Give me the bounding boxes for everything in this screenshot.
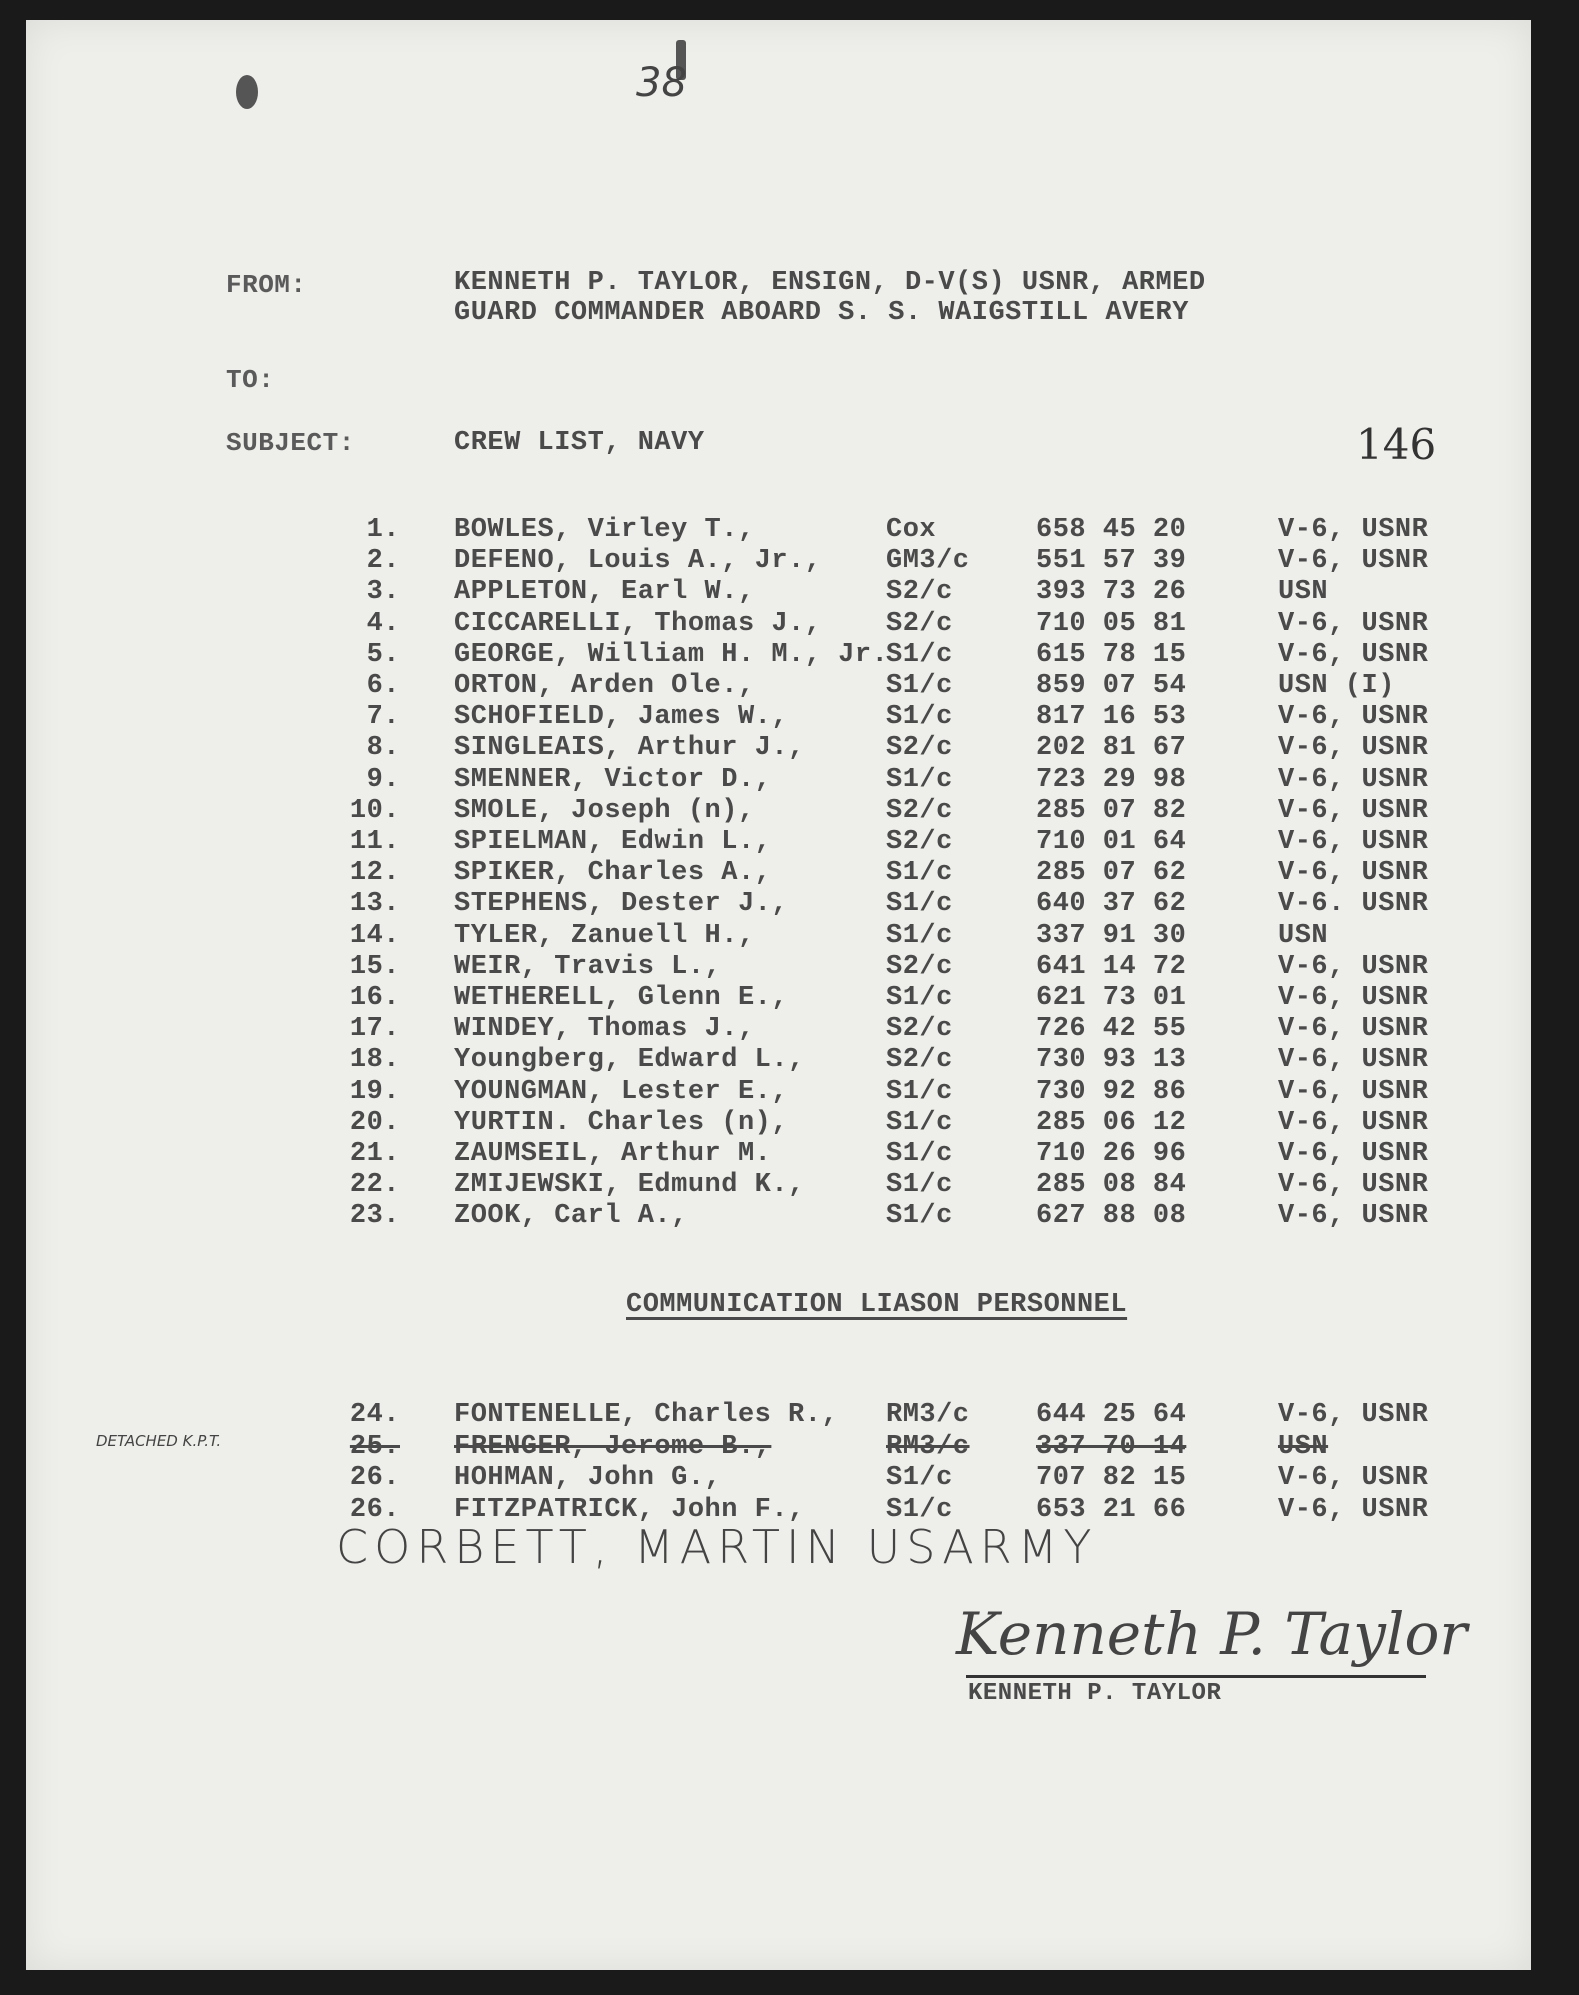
crew-rating: S1/c (886, 889, 953, 920)
from-line-2: GUARD COMMANDER ABOARD S. S. WAIGSTILL AVERY (454, 298, 1189, 328)
crew-name: SPIKER, Charles A., (454, 858, 772, 889)
crew-name: WETHERELL, Glenn E., (454, 983, 789, 1013)
crew-service-number: 627 88 08 (1036, 1201, 1187, 1232)
crew-branch: V-6, USNR (1278, 1170, 1429, 1201)
crew-branch: V-6, USNR (1278, 1139, 1429, 1169)
page-number-top: 38 (636, 60, 687, 106)
crew-branch: V-6, USNR (1278, 608, 1429, 639)
crew-rating: S2/c (886, 795, 953, 826)
crew-rating: S1/c (886, 1076, 953, 1107)
crew-branch: USN (1278, 1431, 1329, 1462)
from-label: FROM: (226, 270, 307, 300)
crew-name: SPIELMAN, Edwin L., (454, 827, 772, 857)
crew-rating: GM3/c (886, 546, 970, 577)
crew-name: WINDEY, Thomas J., (454, 1014, 755, 1045)
crew-number: 17. (349, 1014, 400, 1045)
crew-number: 20. (349, 1107, 400, 1138)
crew-service-number: 730 92 86 (1036, 1076, 1187, 1107)
crew-branch: V-6, USNR (1278, 702, 1429, 733)
crew-service-number: 710 05 81 (1036, 608, 1187, 639)
crew-branch: V-6, USNR (1278, 1045, 1429, 1076)
crew-rating: S1/c (886, 639, 953, 670)
crew-number: 13. (349, 889, 400, 920)
handwritten-addition: CORBETT, MARTIN USARMY (336, 1520, 1098, 1574)
crew-service-number: 285 06 12 (1036, 1107, 1187, 1138)
hole-punch-mark (236, 75, 258, 109)
crew-rating: S1/c (886, 1107, 953, 1138)
crew-rating: S1/c (886, 858, 953, 889)
crew-rating: S1/c (886, 764, 953, 795)
crew-number: 12. (349, 858, 400, 889)
crew-number: 19. (349, 1076, 400, 1107)
crew-number: 16. (349, 983, 400, 1013)
crew-service-number: 393 73 26 (1036, 577, 1187, 608)
crew-service-number: 337 91 30 (1036, 920, 1187, 951)
crew-rating: S1/c (886, 1463, 953, 1493)
crew-name: CICCARELLI, Thomas J., (454, 608, 822, 639)
crew-rating: S1/c (886, 1170, 953, 1201)
crew-service-number: 615 78 15 (1036, 639, 1187, 670)
crew-branch: V-6, USNR (1278, 1014, 1429, 1045)
document-page (26, 20, 1531, 1970)
crew-name: DEFENO, Louis A., Jr., (454, 546, 822, 577)
crew-name: Youngberg, Edward L., (454, 1045, 805, 1076)
crew-number: 21. (349, 1139, 400, 1169)
crew-rating: S2/c (886, 951, 953, 982)
crew-branch: V-6, USNR (1278, 951, 1429, 982)
crew-service-number: 658 45 20 (1036, 515, 1187, 545)
crew-name: HOHMAN, John G., (454, 1463, 722, 1493)
crew-branch: V-6. USNR (1278, 889, 1429, 920)
crew-name: SMENNER, Victor D., (454, 764, 772, 795)
crew-rating: S2/c (886, 1045, 953, 1076)
crew-service-number: 640 37 62 (1036, 889, 1187, 920)
crew-number: 14. (349, 920, 400, 951)
crew-service-number: 621 73 01 (1036, 983, 1187, 1013)
crew-service-number: 551 57 39 (1036, 546, 1187, 577)
crew-rating: S2/c (886, 827, 953, 857)
crew-branch: V-6, USNR (1278, 795, 1429, 826)
crew-name: ZOOK, Carl A., (454, 1201, 688, 1232)
crew-number: 2. (366, 546, 400, 577)
crew-number: 3. (366, 577, 400, 608)
crew-number: 4. (366, 608, 400, 639)
crew-service-number: 337 70 14 (1036, 1431, 1187, 1462)
page-number-right: 146 (1356, 420, 1437, 469)
crew-name: TYLER, Zanuell H., (454, 920, 755, 951)
crew-name: FONTENELLE, Charles R., (454, 1400, 839, 1430)
crew-number: 15. (349, 951, 400, 982)
crew-service-number: 285 07 82 (1036, 795, 1187, 826)
crew-service-number: 710 01 64 (1036, 827, 1187, 857)
crew-branch: V-6, USNR (1278, 1107, 1429, 1138)
crew-name: FITZPATRICK, John F., (454, 1494, 805, 1525)
crew-branch: V-6, USNR (1278, 827, 1429, 857)
crew-rating: S1/c (886, 702, 953, 733)
crew-name: YOUNGMAN, Lester E., (454, 1076, 789, 1107)
crew-number: 11. (349, 827, 400, 857)
crew-branch: V-6, USNR (1278, 764, 1429, 795)
crew-rating: Cox (886, 515, 937, 545)
signature-typed-name: KENNETH P. TAYLOR (968, 1680, 1222, 1707)
section-title: COMMUNICATION LIASON PERSONNEL (626, 1290, 1128, 1320)
crew-rating: S1/c (886, 1494, 953, 1525)
crew-number: 9. (366, 764, 400, 795)
crew-service-number: 710 26 96 (1036, 1139, 1187, 1169)
crew-number: 26. (349, 1463, 400, 1493)
crew-name: ZAUMSEIL, Arthur M. (454, 1139, 772, 1169)
crew-number: 10. (349, 795, 400, 826)
crew-branch: V-6, USNR (1278, 515, 1429, 545)
crew-name: WEIR, Travis L., (454, 951, 722, 982)
crew-name: SINGLEAIS, Arthur J., (454, 733, 805, 764)
from-line-1: KENNETH P. TAYLOR, ENSIGN, D-V(S) USNR, ARMED (454, 268, 1206, 298)
crew-rating: S2/c (886, 733, 953, 764)
crew-rating: S1/c (886, 671, 953, 701)
crew-rating: S2/c (886, 577, 953, 608)
crew-service-number: 285 08 84 (1036, 1170, 1187, 1201)
crew-rating: S2/c (886, 1014, 953, 1045)
signature: Kenneth P. Taylor (956, 1600, 1468, 1668)
crew-branch: V-6, USNR (1278, 1201, 1429, 1232)
crew-service-number: 202 81 67 (1036, 733, 1187, 764)
crew-service-number: 726 42 55 (1036, 1014, 1187, 1045)
crew-name: YURTIN. Charles (n), (454, 1107, 789, 1138)
crew-number: 22. (349, 1170, 400, 1201)
crew-branch: V-6, USNR (1278, 983, 1429, 1013)
crew-name: SMOLE, Joseph (n), (454, 795, 755, 826)
crew-name: SCHOFIELD, James W., (454, 702, 789, 733)
subject-text: CREW LIST, NAVY (454, 428, 705, 458)
crew-service-number: 859 07 54 (1036, 671, 1187, 701)
crew-number: 8. (366, 733, 400, 764)
crew-branch: V-6, USNR (1278, 1076, 1429, 1107)
crew-rating: S1/c (886, 920, 953, 951)
crew-name: GEORGE, William H. M., Jr. (454, 639, 889, 670)
crew-branch: USN (1278, 920, 1329, 951)
crew-number: 23. (349, 1201, 400, 1232)
crew-name: APPLETON, Earl W., (454, 577, 755, 608)
crew-branch: V-6, USNR (1278, 1463, 1429, 1493)
crew-service-number: 723 29 98 (1036, 764, 1187, 795)
crew-branch: V-6, USNR (1278, 858, 1429, 889)
crew-name: ZMIJEWSKI, Edmund K., (454, 1170, 805, 1201)
crew-branch: V-6, USNR (1278, 639, 1429, 670)
crew-number: 1. (366, 515, 400, 545)
signature-underline (966, 1675, 1426, 1678)
crew-name: STEPHENS, Dester J., (454, 889, 789, 920)
crew-number: 25. (349, 1431, 400, 1462)
crew-branch: USN (I) (1278, 671, 1395, 701)
crew-number: 7. (366, 702, 400, 733)
crew-name: FRENGER, Jerome B., (454, 1431, 772, 1462)
crew-rating: RM3/c (886, 1431, 970, 1462)
crew-number: 26. (349, 1494, 400, 1525)
crew-branch: V-6, USNR (1278, 1494, 1429, 1525)
crew-service-number: 641 14 72 (1036, 951, 1187, 982)
crew-name: ORTON, Arden Ole., (454, 671, 755, 701)
crew-name: BOWLES, Virley T., (454, 515, 755, 545)
crew-rating: S1/c (886, 1139, 953, 1169)
crew-rating: S1/c (886, 983, 953, 1013)
crew-number: 24. (349, 1400, 400, 1430)
crew-number: 5. (366, 639, 400, 670)
crew-number: 18. (349, 1045, 400, 1076)
crew-rating: S1/c (886, 1201, 953, 1232)
crew-service-number: 653 21 66 (1036, 1494, 1187, 1525)
crew-service-number: 730 93 13 (1036, 1045, 1187, 1076)
crew-service-number: 817 16 53 (1036, 702, 1187, 733)
margin-note: DETACHED K.P.T. (96, 1432, 222, 1450)
crew-branch: V-6, USNR (1278, 546, 1429, 577)
crew-number: 6. (366, 671, 400, 701)
crew-branch: USN (1278, 577, 1329, 608)
crew-branch: V-6, USNR (1278, 733, 1429, 764)
crew-branch: V-6, USNR (1278, 1400, 1429, 1430)
crew-service-number: 285 07 62 (1036, 858, 1187, 889)
crew-rating: S2/c (886, 608, 953, 639)
crew-service-number: 707 82 15 (1036, 1463, 1187, 1493)
crew-service-number: 644 25 64 (1036, 1400, 1187, 1430)
crew-rating: RM3/c (886, 1400, 970, 1430)
to-label: TO: (226, 365, 275, 395)
subject-label: SUBJECT: (226, 428, 355, 458)
